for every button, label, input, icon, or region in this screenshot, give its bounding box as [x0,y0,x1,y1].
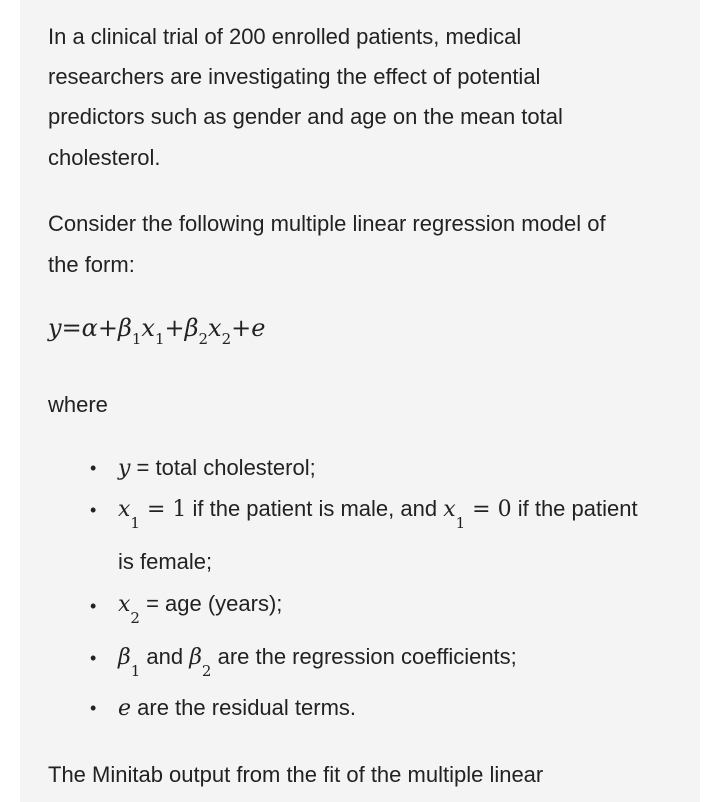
eq-x-2-sub: 2 [221,330,232,348]
eq-x-1: x [141,314,155,342]
intro-line-4: cholesterol. [48,145,161,170]
var-e: e [118,696,132,721]
var-x1: x [118,497,131,522]
var-y: y [118,456,131,481]
eq-beta-1-sub: 1 [131,330,142,348]
eq-e: e [251,314,266,342]
eq-beta-1: β [118,314,132,342]
var-x2: x [118,592,131,617]
consider-line-1: Consider the following multiple linear regression model of [48,211,606,236]
eq-alpha: α [81,314,98,342]
eq-y: y [48,314,62,342]
var-x1-b: x [443,497,456,522]
bullet-item-x1-continuation: is female; [118,549,213,574]
intro-line-2: researchers are investigating the effect of potential [48,64,541,89]
bullet-dot-2: • [90,500,97,520]
var-beta-2-sub: 2 [201,662,212,680]
eq-x1-zero: = 0 [465,497,512,522]
eq-equals: = [61,314,82,342]
eq-plus-2: + [164,314,185,342]
bullet-item-y [118,455,316,481]
intro-line-3: predictors such as gender and age on the mean total [48,104,563,129]
eq-plus-3: + [231,314,252,342]
var-x2-sub: 2 [130,609,140,627]
bullet-item-x1 [118,496,638,532]
var-beta-1-sub: 1 [130,662,141,680]
eq-plus-1: + [97,314,118,342]
var-beta-2: β [189,645,202,670]
intro-line-1: In a clinical trial of 200 enrolled patients, medical [48,24,522,49]
bullet-dot-5: • [90,698,97,718]
var-x1-sub: 1 [130,514,140,532]
var-x1-b-sub: 1 [455,514,466,532]
eq-beta-2: β [184,314,199,342]
bullet-item-beta-text: are the regression coefficients; [211,644,517,669]
regression-equation [48,314,266,348]
eq-x-1-sub: 1 [154,330,165,348]
where-label: where [48,392,108,417]
consider-line-2: the form: [48,252,135,277]
bullet-item-x2-text: = age (years); [139,591,283,616]
eq-x-2: x [208,314,222,342]
eq-beta-2-sub: 2 [198,330,209,348]
question-card [20,0,700,802]
var-beta-1: β [118,645,131,670]
bullet-dot-4: • [90,648,97,668]
bullet-item-beta-mid: and [140,644,190,669]
bullet-item-e-text: are the residual terms. [131,695,357,720]
bullet-dot-3: • [90,596,97,616]
bullet-dot-1: • [90,458,97,478]
footer-line: The Minitab output from the fit of the multiple linear [48,762,544,787]
bullet-item-e [118,695,356,721]
bullet-item-x1-text-2: if the patient [511,496,638,521]
bullet-item-x1-text-1: if the patient is male, and [186,496,444,521]
bullet-item-y-text: = total cholesterol; [130,455,316,480]
bullet-item-beta [118,644,517,680]
bullet-item-x2 [118,591,283,627]
eq-x1-one: = 1 [139,497,187,522]
